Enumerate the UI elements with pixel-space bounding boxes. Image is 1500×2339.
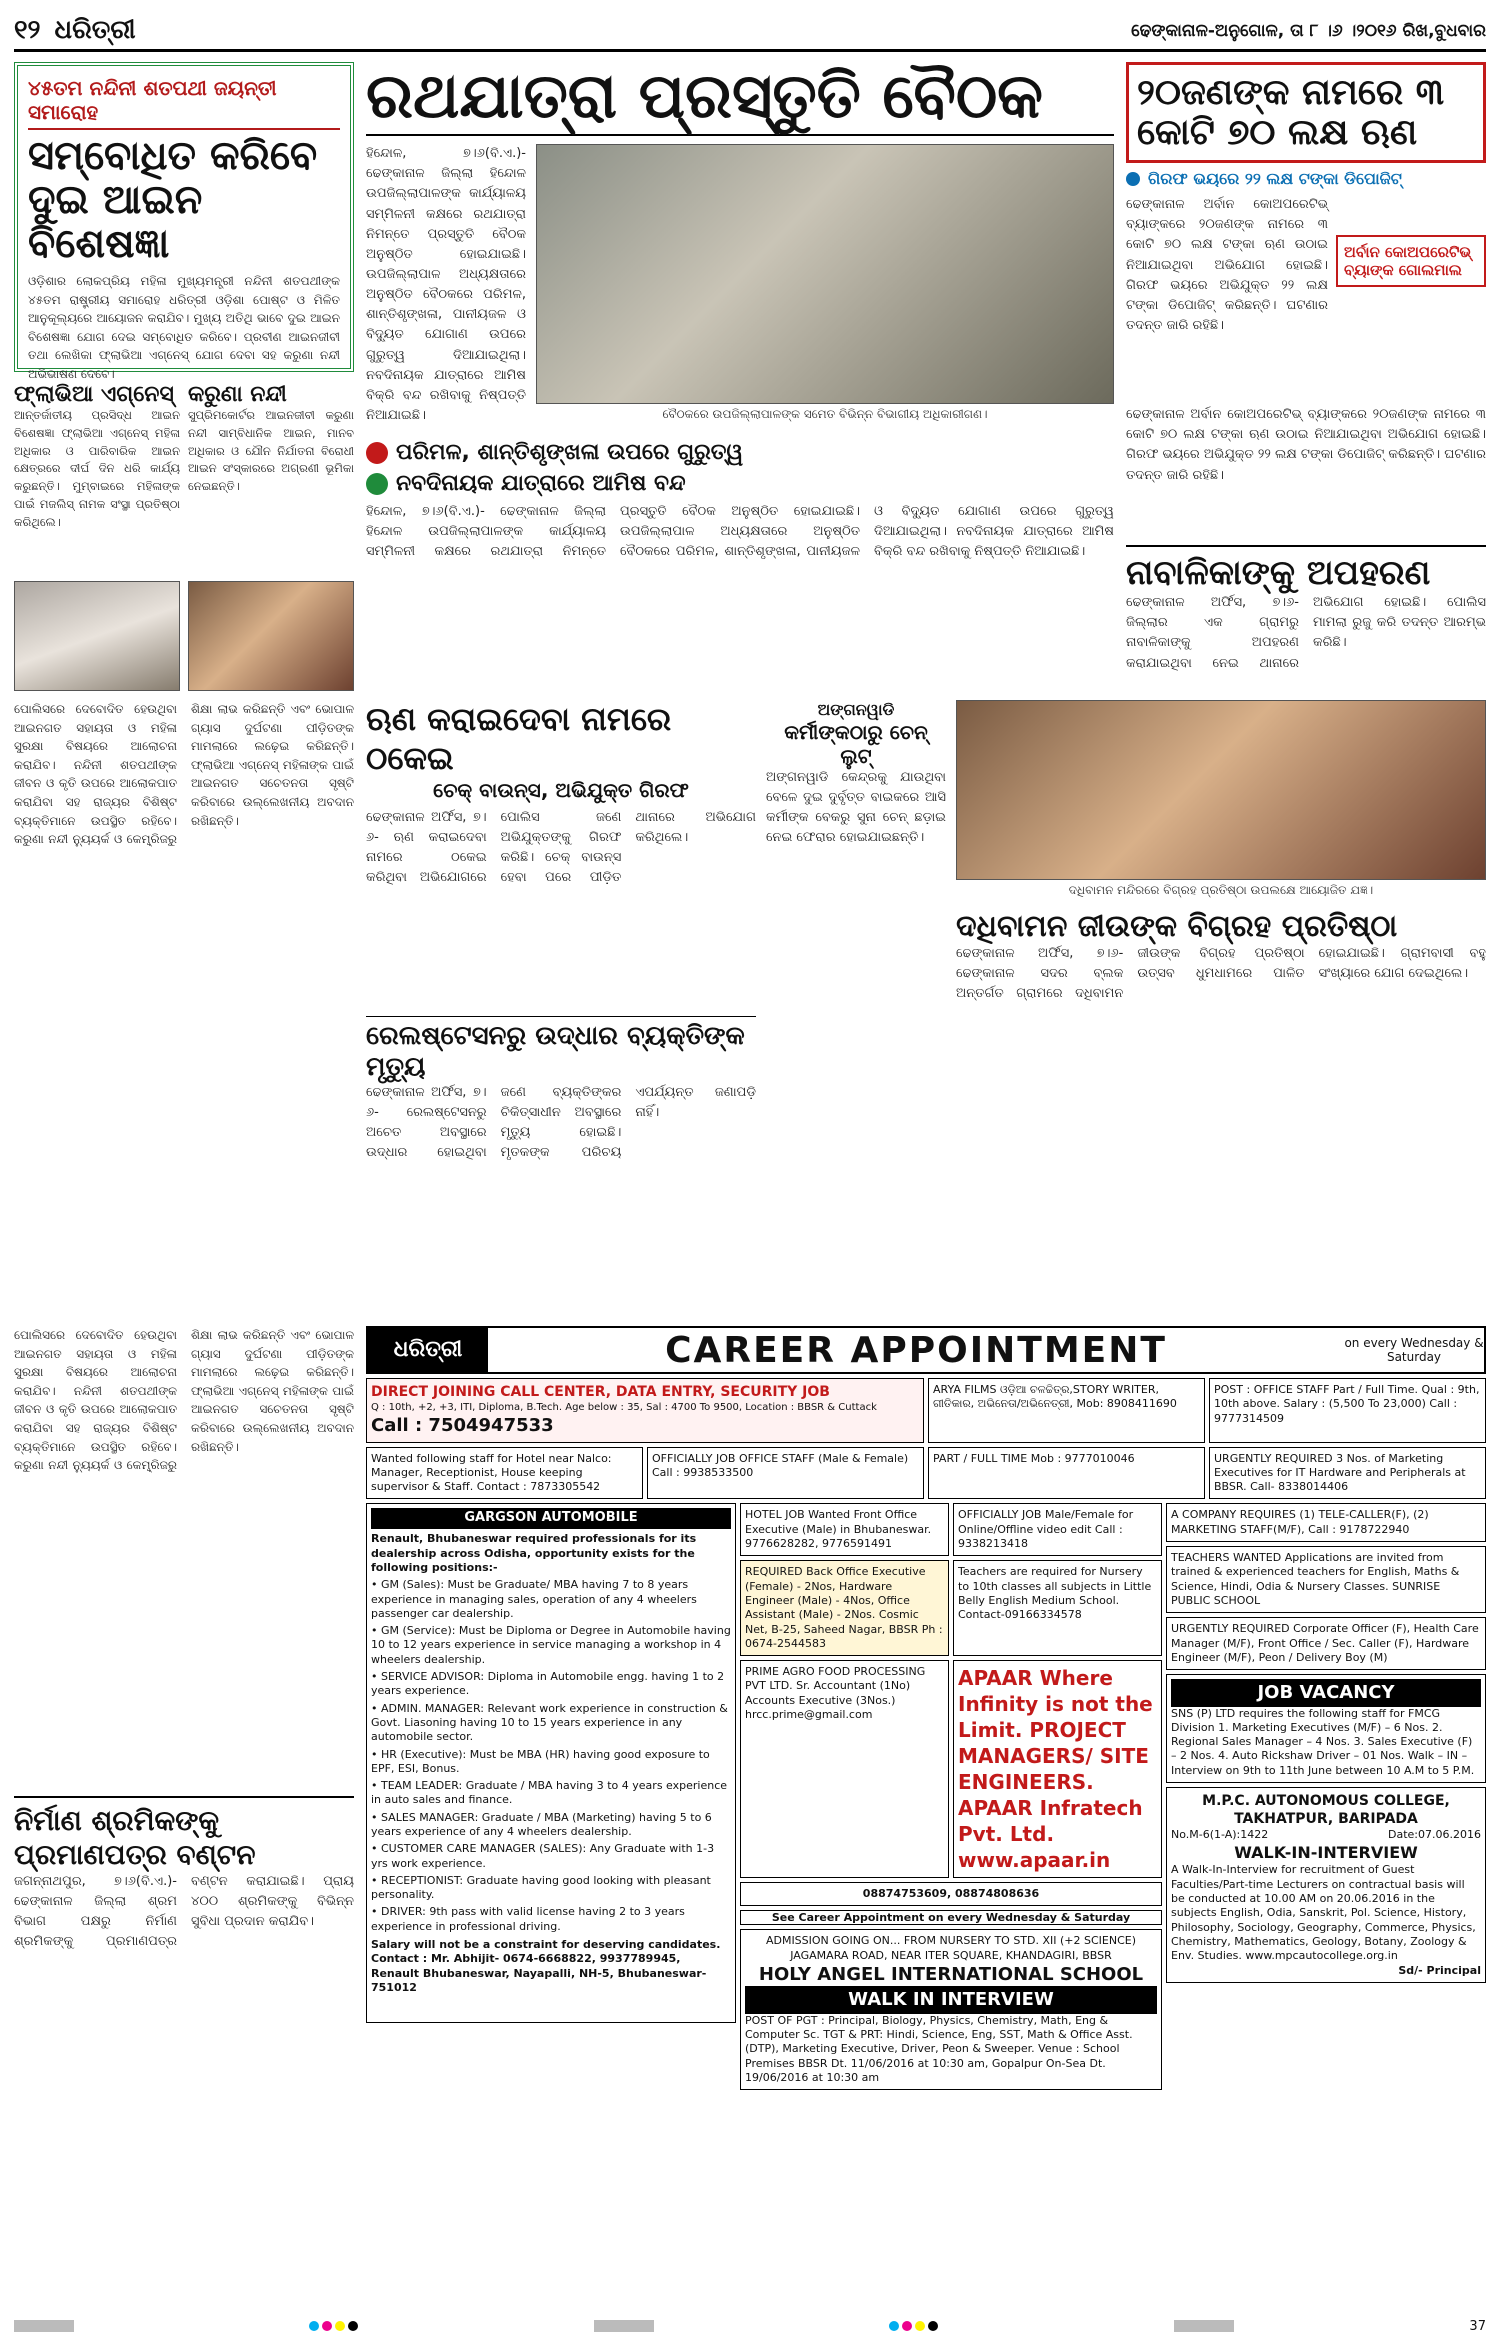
ad-teachers-wanted: TEACHERS WANTED Applications are invited from trained & experienced teachers for English, Maths & Science, Hindi, Odia & Nursery Classes. SUNRISE PUBLIC SCHOOL [1166,1546,1486,1613]
rathayatra-headline: ରଥଯାତ୍ରା ପ୍ରସ୍ତୁତି ବୈଠକ [366,62,1114,136]
rathayatra-body-lower: ହିନ୍ଦୋଳ, ୭।୬(ବି.ଏ.)- ଢେଙ୍କାନାଳ ଜିଲ୍ଲା ହିନ୍ଦୋଳ ଉପଜିଲ୍ଲାପାଳଙ୍କ କାର୍ଯ୍ୟାଳୟ ସମ୍ମିଳନୀ କକ୍ଷରେ ରଥଯାତ୍ରା ନିମନ୍ତେ ପ୍ରସ୍ତୁତି ବୈଠକ ଅନୁଷ୍ଠିତ ହୋଇଯାଇଛି। ଉପଜିଲ୍ଲାପାଳ ଅଧ୍ୟକ୍ଷତାରେ ଅନୁଷ୍ଠିତ ବୈଠକରେ ପରିମଳ, ଶାନ୍ତିଶୃଙ୍ଖଳା, ପାନୀୟଜଳ ଓ ବିଦ୍ୟୁତ ଯୋଗାଣ ଉପରେ ଗୁରୁତ୍ୱ ଦିଆଯାଇଥିଲା। ନବଦିନାୟକ ଯାତ୍ରାରେ ଆମିଷ ବିକ୍ରି ବନ୍ଦ ରଖିବାକୁ ନିଷ୍ପତ୍ତି ନିଆଯାଇଛି। [366,504,1114,560]
ad-arya-films: ARYA FILMS ଓଡ଼ିଆ ଚଳଚ୍ଚିତ୍ର,STORY WRITER, ଗୀତିକାର, ଅଭିନେତା/ଅଭିନେତ୍ରୀ, Mob: 8908411690 [928,1378,1205,1443]
career-logo: ଧରିତ୍ରୀ [368,1328,488,1372]
dateline: ଢେଙ୍କାନାଳ-ଅନୁଗୋଳ, ତା ୮ ।୬ ।୨୦୧୬ ରିଖ,ବୁଧବାର [1131,20,1486,41]
lawyers-story-box [14,62,354,381]
anganwadi-body: ଅଙ୍ଗନୱାଡି କେନ୍ଦ୍ରକୁ ଯାଉଥିବା ବେଳେ ଦୁଇ ଦୁର୍ବୃତ୍ତ ବାଇକରେ ଆସି କର୍ମୀଙ୍କ ବେକରୁ ସୁନା ଚେନ୍ ଛଡ଼ାଇ ନେଇ ଫେରାର ହୋଇଯାଇଛନ୍ତି। [766,770,946,846]
gargson-position-item: • SALES MANAGER: Graduate / MBA (Marketing) having 5 to 6 years experience of any 4 wheelers dealership. [371,1810,712,1838]
long-story-body: ପୋଲିସରେ ଦେବୋଦିତ ହେଉଥିବା ଆଇନଗତ ସହାୟତା ଓ ମହିଳା ସୁରକ୍ଷା ବିଷୟରେ ଆଲୋଚନା କରାଯିବ। ନନ୍ଦିନୀ ଶତପଥୀଙ୍କ ଜୀବନ ଓ କୃତି ଉପରେ ଆଲୋକପାତ କରାଯିବା ସହ ରାଜ୍ୟର ବିଶିଷ୍ଟ ବ୍ୟକ୍ତିମାନେ ଉପସ୍ଥିତ ରହିବେ। କରୁଣା ନନ୍ଦୀ ନ୍ୟୁୟର୍କ ଓ କେମ୍ବ୍ରିଜରୁ ଶିକ୍ଷା ଲାଭ କରିଛନ୍ତି ଏବଂ ଭୋପାଳ ଗ୍ୟାସ ଦୁର୍ଘଟଣା ପୀଡ଼ିତଙ୍କ ମାମଲାରେ ଲଢ଼େଇ କରିଛନ୍ତି। ଫ୍ଲାଭିଆ ଏଗ୍‌ନେସ୍ ମହିଳାଙ୍କ ପାଇଁ ଆଇନଗତ ସଚେତନତା ସୃଷ୍ଟି କରିବାରେ ଉଲ୍ଲେଖନୀୟ ଅବଦାନ ରଖିଛନ୍ତି। [14,702,354,847]
cmyk-marks [889,2321,938,2331]
ad-direct-joining: DIRECT JOINING CALL CENTER, DATA ENTRY, SECURITY JOB Q : 10th, +2, +3, ITI, Diploma, B.Tech. Age below : 35, Sal : 4700 To 9500, Location : BBSR & Cuttack Call : 7504947533 [366,1378,924,1443]
ad-officially-job: OFFICIALLY JOB OFFICE STAFF (Male & Female) Call : 9938533500 [647,1447,924,1500]
anganwadi-kicker: ଅଙ୍ଗନୱାଡି [817,700,895,719]
karuna-photo [188,581,354,691]
karuna-body: ସୁପ୍ରିମକୋର୍ଟର ଆଇନଜୀବୀ କରୁଣା ନନ୍ଦୀ ସାମ୍ବିଧାନିକ ଆଇନ, ମାନବ ଅଧିକାର ଓ ଯୌନ ନିର୍ଯାତନା ବିରୋଧୀ ଆଇନ ସଂସ୍କାରରେ ଅଗ୍ରଣୀ ଭୂମିକା ନେଇଛନ୍ତି। [188,408,354,494]
idol-photo [956,700,1486,880]
ad-officially-job-2: OFFICIALLY JOB Male/Female for Online/Offline video edit Call : 9338213418 [953,1503,1162,1556]
gargson-position-item: • GM (Sales): Must be Graduate/ MBA having 7 to 8 years experience in managing sales, operation of any 4 wheelers passenger car dealership. [371,1578,697,1620]
gargson-list [371,1578,731,1934]
abduction-headline: ନାବାଳିକାଙ୍କୁ ଅପହରଣ [1126,545,1486,593]
idol-body: ଢେଙ୍କାନାଳ ଅର୍ଫିସ, ୭।୬- ଢେଙ୍କାନାଳ ସଦର ବ୍ଲକ ଅନ୍ତର୍ଗତ ଗ୍ରାମରେ ଦଧିବାମନ ଜୀଉଙ୍କ ବିଗ୍ରହ ପ୍ରତିଷ୍ଠା ଉତ୍ସବ ଧୁମଧାମରେ ପାଳିତ ହୋଇଯାଇଛି। ଗ୍ରାମବାସୀ ବହୁ ସଂଖ୍ୟାରେ ଯୋଗ ଦେଇଥିଲେ। [956,946,1486,1002]
lawyers-headline-2: ଦୁଇ ଆଇନ ବିଶେଷଜ୍ଞା [28,177,203,267]
see-career-note: See Career Appointment on every Wednesday & Saturday [740,1910,1162,1925]
page-footer [0,2313,1500,2339]
ad-job-vacancy: JOB VACANCY SNS (P) LTD requires the following staff for FMCG Division 1. Marketing Executives (M/F) – 6 Nos. 2. Regional Sales Manager – 4 Nos. 3. Sales Executive (F) – 2 Nos. 4. Auto Rickshaw Driver – 01 Nos. Walk – IN – Interview on 9th to 11th June between 10 A.M to 5 P.M. [1166,1674,1486,1783]
rathayatra-bullet-1: ପରିମଳ, ଶାନ୍ତିଶୃଙ୍ଖଳା ଉପରେ ଗୁରୁତ୍ୱ [366,440,1114,465]
lawyers-headline-1: ସମ୍ବୋଧିତ କରିବେ [28,133,318,179]
masthead-logo: ଧରିତ୍ରୀ [54,15,136,45]
ad-holy-angel: ADMISSION GOING ON... FROM NURSERY TO STD. XII (+2 SCIENCE) JAGAMARA ROAD, NEAR ITER SQUARE, KHANDAGIRI, BBSR HOLY ANGEL INTERNATIONAL SCHOOL WALK IN INTERVIEW POST OF PGT : Principal, Biology, Physics, Chemistry, Math, Eng & Computer Sc. TGT & PRT: Hindi, Science, Eng, SST, Math & Office Asst. (DTP), Marketing Executive, Driver, Peon & Sweeper. Venue : School Premises BBSR Dt. 11/06/2016 at 10:30 am, Gopalpur On-Sea Dt. 19/06/2016 at 10:30 am [740,1929,1162,2090]
rail-body: ଢେଙ୍କାନାଳ ଅର୍ଫିସ, ୭।୬- ରେଲଷ୍ଟେସନରୁ ଅଚେତ ଅବସ୍ଥାରେ ଉଦ୍ଧାର ହୋଇଥିବା ଜଣେ ବ୍ୟକ୍ତିଙ୍କର ଚିକିତ୍ସାଧୀନ ଅବସ୍ଥାରେ ମୃତ୍ୟୁ ହୋଇଛି। ମୃତକଙ୍କ ପରିଚୟ ଏପର୍ଯ୍ୟନ୍ତ ଜଣାପଡ଼ି ନାହିଁ। [366,1085,756,1161]
cheque-headline: ଋଣ କରାଇଦେବା ନାମରେ ଠକେଇ [366,700,672,777]
rathayatra-caption: ବୈଠକରେ ଉପଜିଲ୍ଲାପାଳଙ୍କ ସମେତ ବିଭିନ୍ନ ବିଭାଗୀୟ ଅଧିକାରୀଗଣ। [662,407,988,422]
ad-hotel-job: HOTEL JOB Wanted Front Office Executive (Male) in Bhubaneswar. 9776628282, 9776591491 [740,1503,949,1556]
loan-story-box [1126,62,1486,163]
registration-bar [594,2320,654,2332]
gargson-position-item: • CUSTOMER CARE MANAGER (SALES): Any Graduate with 1-3 yrs work experience. [371,1842,715,1870]
ad-apaar: APAAR Where Infinity is not the Limit. PROJECT MANAGERS/ SITE ENGINEERS. APAAR Infratech Pvt. Ltd. www.apaar.in [953,1660,1162,1878]
ad-company-requires: A COMPANY REQUIRES (1) TELE-CALLER(F), (2) MARKETING STAFF(M/F), Call : 9178722940 [1166,1503,1486,1542]
long-story-body-2: ପୋଲିସରେ ଦେବୋଦିତ ହେଉଥିବା ଆଇନଗତ ସହାୟତା ଓ ମହିଳା ସୁରକ୍ଷା ବିଷୟରେ ଆଲୋଚନା କରାଯିବ। ନନ୍ଦିନୀ ଶତପଥୀଙ୍କ ଜୀବନ ଓ କୃତି ଉପରେ ଆଲୋକପାତ କରାଯିବା ସହ ରାଜ୍ୟର ବିଶିଷ୍ଟ ବ୍ୟକ୍ତିମାନେ ଉପସ୍ଥିତ ରହିବେ। କରୁଣା ନନ୍ଦୀ ନ୍ୟୁୟର୍କ ଓ କେମ୍ବ୍ରିଜରୁ ଶିକ୍ଷା ଲାଭ କରିଛନ୍ତି ଏବଂ ଭୋପାଳ ଗ୍ୟାସ ଦୁର୍ଘଟଣା ପୀଡ଼ିତଙ୍କ ମାମଲାରେ ଲଢ଼େଇ କରିଛନ୍ତି। ଫ୍ଲାଭିଆ ଏଗ୍‌ନେସ୍ ମହିଳାଙ୍କ ପାଇଁ ଆଇନଗତ ସଚେତନତା ସୃଷ୍ଟି କରିବାରେ ଉଲ୍ଲେଖନୀୟ ଅବଦାନ ରଖିଛନ୍ତି। [14,1328,354,1473]
anganwadi-headline: କର୍ମୀଙ୍କଠାରୁ ଚେନ୍ ଲୁଟ୍ [784,720,928,768]
ad-small-phone: 08874753609, 08874808636 [740,1882,1162,1906]
flavia-photo [14,581,180,691]
loan-headline-1: ୨୦ଜଣଙ୍କ ନାମରେ ୩ [1137,72,1445,113]
career-schedule: on every Wednesday & Saturday [1344,1336,1484,1364]
ad-urgently-required-1: URGENTLY REQUIRED 3 Nos. of Marketing Executives for IT Hardware and Peripherals at BBSR. Call- 8338014406 [1209,1447,1486,1500]
ad-part-full-time: PART / FULL TIME Mob : 9777010046 [928,1447,1205,1500]
rathayatra-bullet-2: ନବଦିନାୟକ ଯାତ୍ରାରେ ଆମିଷ ବନ୍ଦ [366,471,1114,496]
career-title: CAREER APPOINTMENT [665,1329,1167,1371]
ad-post-office-staff: POST : OFFICE STAFF Part / Full Time. Qual : 9th, 10th above. Salary : (5,500 To 23,000) Call : 9777314509 [1209,1378,1486,1443]
lawyers-body: ଓଡ଼ିଶାର ଲୋକପ୍ରିୟ ମହିଳା ମୁଖ୍ୟମନ୍ତ୍ରୀ ନନ୍ଦିନୀ ଶତପଥୀଙ୍କ ୪୫ତମ ରାଷ୍ଟ୍ରୀୟ ସମାରୋହ ଧରିତ୍ରୀ ଓଡ଼ିଶା ପୋଷ୍ଟ ଓ ମିଳିତ ଆନୁକୂଲ୍ୟରେ ଆୟୋଜନ କରାଯିବ। ମୁଖ୍ୟ ଅତିଥି ଭାବେ ଦୁଇ ଆଇନ ବିଶେଷଜ୍ଞା ଯୋଗ ଦେଇ ସମ୍ବୋଧିତ କରିବେ। ପ୍ରବୀଣ ଆଇନଜୀବୀ ତଥା ଲେଖିକା ଫ୍ଲାଭିଆ ଏଗ୍‌ନେସ୍ ଯୋଗ ଦେବା ସହ କରୁଣା ନନ୍ଦୀ ଅଭିଭାଷଣ ଦେବେ। [28,274,340,381]
idol-headline: ଦଧିବାମନ ଜୀଉଙ୍କ ବିଗ୍ରହ ପ୍ରତିଷ୍ଠା [956,909,1398,944]
ad-gargson: GARGSON AUTOMOBILE Renault, Bhubaneswar required professionals for its dealership across Odisha, opportunity exists for the following positions:- • GM (Sales): Must be Graduate/ MBA having 7 to 8 years experience in managing sales, operation of any 4 wheelers passenger car dealership. • GM (Service): Must be Diploma or Degree in Automobile having 10 to 12 years experience in service managing a workshop in 4 wheelers dealership. • SERVICE ADVISOR: Diploma in Automobile engg. having 1 to 2 years experience. • ADMIN. MANAGER: Relevant work experience in construction & Govt. Liasoning having 10 to 15 years experience in any automobile sector. • HR (Executive): Must be MBA (HR) having good exposure to EPF, ESI, Bonus. • TEAM LEADER: Graduate / MBA having 3 to 4 years experience in auto sales and finance. • SALES MANAGER: Graduate / MBA (Marketing) having 5 to 6 years experience of any 4 wheelers dealership. • CUSTOMER CARE MANAGER (SALES): Any Graduate with 1-3 yrs work experience. • RECEPTIONIST: Graduate having good looking with pleasant personality. • DRIVER: 9th pass with valid license having 2 to 3 years experience in professional driving. Salary will not be a constraint for deserving candidates. Contact : Mr. Abhijit- 0674-6668822, 9937789945, Renault Bhubaneswar, Nayapalli, NH-5, Bhubaneswar-751012 [366,1503,736,2023]
gargson-position-item: • ADMIN. MANAGER: Relevant work experience in construction & Govt. Liasoning having 10 to 15 years experience in any automobile sector. [371,1701,728,1744]
ad-urgently-required-2: URGENTLY REQUIRED Corporate Officer (F), Health Care Manager (M/F), Front Office / Sec. Caller (F), Hardware Engineer (M/F), Peon / Delivery Boy (M) [1166,1617,1486,1670]
registration-bar [1174,2320,1234,2332]
rail-headline: ରେଲଷ୍ଟେସନରୁ ଉଦ୍ଧାର ବ୍ୟକ୍ତିଙ୍କ ମୃତ୍ୟୁ [366,1016,756,1083]
idol-caption: ଦଧିବାମନ ମନ୍ଦିରରେ ବିଗ୍ରହ ପ୍ରତିଷ୍ଠା ଉପଲକ୍ଷେ ଆୟୋଜିତ ଯଜ୍ଞ। [1068,883,1374,897]
bullet-icon [366,442,388,464]
rathayatra-photo [536,144,1114,404]
bullet-icon [1126,172,1140,186]
bullet-icon [366,473,388,495]
page-number: ୧୨ [14,15,41,45]
abduction-body: ଢେଙ୍କାନାଳ ଅର୍ଫିସ, ୭।୬- ଜିଲ୍ଲାର ଏକ ଗ୍ରାମରୁ ନାବାଳିକାଙ୍କୁ ଅପହରଣ କରାଯାଇଥିବା ନେଇ ଥାନାରେ ଅଭିଯୋଗ ହୋଇଛି। ପୋଲିସ ମାମଲା ରୁଜୁ କରି ତଦନ୍ତ ଆରମ୍ଭ କରିଛି। [1126,595,1486,671]
gargson-position-item: • SERVICE ADVISOR: Diploma in Automobile engg. having 1 to 2 years experience. [371,1670,725,1698]
karuna-name: କରୁଣା ନନ୍ଦୀ [188,382,287,407]
loan-body: ଢେଙ୍କାନାଳ ଅର୍ବାନ କୋଅପରେଟିଭ୍ ବ୍ୟାଙ୍କରେ ୨୦ଜଣଙ୍କ ନାମରେ ୩ କୋଟି ୭୦ ଲକ୍ଷ ଟଙ୍କା ଋଣ ଉଠାଇ ନିଆଯାଇଥିବା ଅଭିଯୋଗ ହୋଇଛି। ଗିରଫ ଭୟରେ ଅଭିଯୁକ୍ତ ୨୨ ଲକ୍ଷ ଟଙ୍କା ଡିପୋଜିଟ୍ କରିଛନ୍ତି। ଘଟଣାର ତଦନ୍ତ ଜାରି ରହିଛି। [1126,197,1328,334]
gargson-position-item: • HR (Executive): Must be MBA (HR) having good exposure to EPF, ESI, Bonus. [371,1747,710,1775]
certificate-body: ଜଗନ୍ନାଥପୁର, ୭।୬(ବି.ଏ.)- ଢେଙ୍କାନାଳ ଜିଲ୍ଲା ଶ୍ରମ ବିଭାଗ ପକ୍ଷରୁ ନିର୍ମାଣ ଶ୍ରମିକଙ୍କୁ ପ୍ରମାଣପତ୍ର ବଣ୍ଟନ କରାଯାଇଛି। ପ୍ରାୟ ୪୦୦ ଶ୍ରମିକଙ୍କୁ ବିଭିନ୍ନ ସୁବିଧା ପ୍ରଦାନ କରାଯିବ। [14,1874,354,1950]
ad-prime-agro: PRIME AGRO FOOD PROCESSING PVT LTD. Sr. Accountant (1No) Accounts Executive (3Nos.) hrcc.prime@gmail.com [740,1660,949,1878]
registration-bar [14,2320,74,2332]
rathayatra-body-col: ହିନ୍ଦୋଳ, ୭।୬(ବି.ଏ.)- ଢେଙ୍କାନାଳ ଜିଲ୍ଲା ହିନ୍ଦୋଳ ଉପଜିଲ୍ଲାପାଳଙ୍କ କାର୍ଯ୍ୟାଳୟ ସମ୍ମିଳନୀ କକ୍ଷରେ ରଥଯାତ୍ରା ନିମନ୍ତେ ପ୍ରସ୍ତୁତି ବୈଠକ ଅନୁଷ୍ଠିତ ହୋଇଯାଇଛି। ଉପଜିଲ୍ଲାପାଳ ଅଧ୍ୟକ୍ଷତାରେ ଅନୁଷ୍ଠିତ ବୈଠକରେ ପରିମଳ, ଶାନ୍ତିଶୃଙ୍ଖଳା, ପାନୀୟଜଳ ଓ ବିଦ୍ୟୁତ ଯୋଗାଣ ଉପରେ ଗୁରୁତ୍ୱ ଦିଆଯାଇଥିଲା। ନବଦିନାୟକ ଯାତ୍ରାରେ ଆମିଷ ବିକ୍ରି ବନ୍ଦ ରଖିବାକୁ ନିଷ୍ପତ୍ତି ନିଆଯାଇଛି। [366,146,526,424]
cheque-body: ଢେଙ୍କାନାଳ ଅର୍ଫିସ, ୭।୬- ଋଣ କରାଇଦେବା ନାମରେ ଠକେଇ କରିଥିବା ଅଭିଯୋଗରେ ପୋଲିସ ଜଣେ ଅଭିଯୁକ୍ତଙ୍କୁ ଗିରଫ କରିଛି। ଚେକ୍ ବାଉନ୍ସ ହେବା ପରେ ପୀଡ଼ିତ ଥାନାରେ ଅଭିଯୋଗ କରିଥିଲେ। [366,810,756,886]
page-number-right: 37 [1469,2318,1486,2334]
loan-bullet: ଗିରଫ ଭୟରେ ୨୨ ଲକ୍ଷ ଟଙ୍କା ଡିପୋଜିଟ୍ [1126,169,1486,189]
career-banner [366,1326,1486,1374]
gargson-position-item: • TEAM LEADER: Graduate / MBA having 3 to 4 years experience in auto sales and finance. [371,1779,728,1807]
flavia-name: ଫ୍ଲାଭିଆ ଏଗ୍‌ନେସ୍ [14,382,174,407]
ad-hotel-staff: Wanted following staff for Hotel near Nalco: Manager, Receptionist, House keeping supervisor & Staff. Contact : 7873305542 [366,1447,643,1500]
cheque-subhead: ଚେକ୍ ବାଉନ୍ସ, ଅଭିଯୁକ୍ତ ଗିରଫ [433,778,689,802]
ad-required: REQUIRED Back Office Executive (Female) - 2Nos, Hardware Engineer (Male) - 4Nos, Office Assistant (Male) - 2Nos. Cosmic Net, B-25, Saheed Nagar, BBSR Ph : 0674-2544583 [740,1560,949,1656]
certificate-headline: ନିର୍ମାଣ ଶ୍ରମିକଙ୍କୁ ପ୍ରମାଣପତ୍ର ବଣ୍ଟନ [14,1796,354,1872]
loan-headline-2: କୋଟି ୭୦ ଲକ୍ଷ ଋଣ [1137,111,1418,153]
loan-body-2: ଢେଙ୍କାନାଳ ଅର୍ବାନ କୋଅପରେଟିଭ୍ ବ୍ୟାଙ୍କରେ ୨୦ଜଣଙ୍କ ନାମରେ ୩ କୋଟି ୭୦ ଲକ୍ଷ ଟଙ୍କା ଋଣ ଉଠାଇ ନିଆଯାଇଥିବା ଅଭିଯୋଗ ହୋଇଛି। ଗିରଫ ଭୟରେ ଅଭିଯୁକ୍ତ ୨୨ ଲକ୍ଷ ଟଙ୍କା ଡିପୋଜିଟ୍ କରିଛନ୍ତି। ଘଟଣାର ତଦନ୍ତ ଜାରି ରହିଛି। [1126,407,1487,483]
gargson-position-item: • RECEPTIONIST: Graduate having good looking with pleasant personality. [371,1873,711,1902]
ad-mpc-college: M.P.C. AUTONOMOUS COLLEGE, TAKHATPUR, BARIPADA No.M-6(1-A):1422 Date:07.06.2016 WALK-IN-INTERVIEW A Walk-In-Interview for recruitment of Guest Faculties/Part-time Lecturers on contractual basis will be conducted at 10.00 AM on 20.06.2016 in the subjects English, Odia, Sanskrit, Pol. Science, History, Philosophy, Sociology, Geography, Commerce, Physics, Chemistry, Mathematics, Geology, Botany, Zoology & Env. Studies. www.mpcautocollege.org.in Sd/- Principal [1166,1787,1486,1983]
ad-nursery-teachers: Teachers are required for Nursery to 10th classes all subjects in Little Belly English Medium School. Contact-09166334578 [953,1560,1162,1656]
page-header [14,12,1486,52]
gargson-position-item: • GM (Service): Must be Diploma or Degree in Automobile having 10 to 12 years experience in service managing a workshop in 4 wheelers dealership. [371,1624,731,1666]
flavia-body: ଆନ୍ତର୍ଜାତୀୟ ପ୍ରସିଦ୍ଧ ଆଇନ ବିଶେଷଜ୍ଞା ଫ୍ଲାଭିଆ ଏଗ୍‌ନେସ୍ ମହିଳା ଅଧିକାର ଓ ପାରିବାରିକ ଆଇନ କ୍ଷେତ୍ରରେ ଦୀର୍ଘ ଦିନ ଧରି କାର୍ଯ୍ୟ କରୁଛନ୍ତି। ମୁମ୍ବାଇରେ ମହିଳାଙ୍କ ପାଇଁ ମଜଲିସ୍ ନାମକ ସଂସ୍ଥା ପ୍ରତିଷ୍ଠା କରିଥିଲେ। [14,408,180,529]
lawyers-kicker: ୪୫ତମ ନନ୍ଦିନୀ ଶତପଥୀ ଜୟନ୍ତୀ ସମାରୋହ [28,76,340,130]
cmyk-marks [309,2321,358,2331]
gargson-position-item: • DRIVER: 9th pass with valid license having 2 to 3 years experience in professional driving. [371,1905,685,1933]
loan-inset: ଅର୍ବାନ କୋଅପରେଟିଭ୍ ବ୍ୟାଙ୍କ ଗୋଲମାଲ [1336,235,1486,287]
